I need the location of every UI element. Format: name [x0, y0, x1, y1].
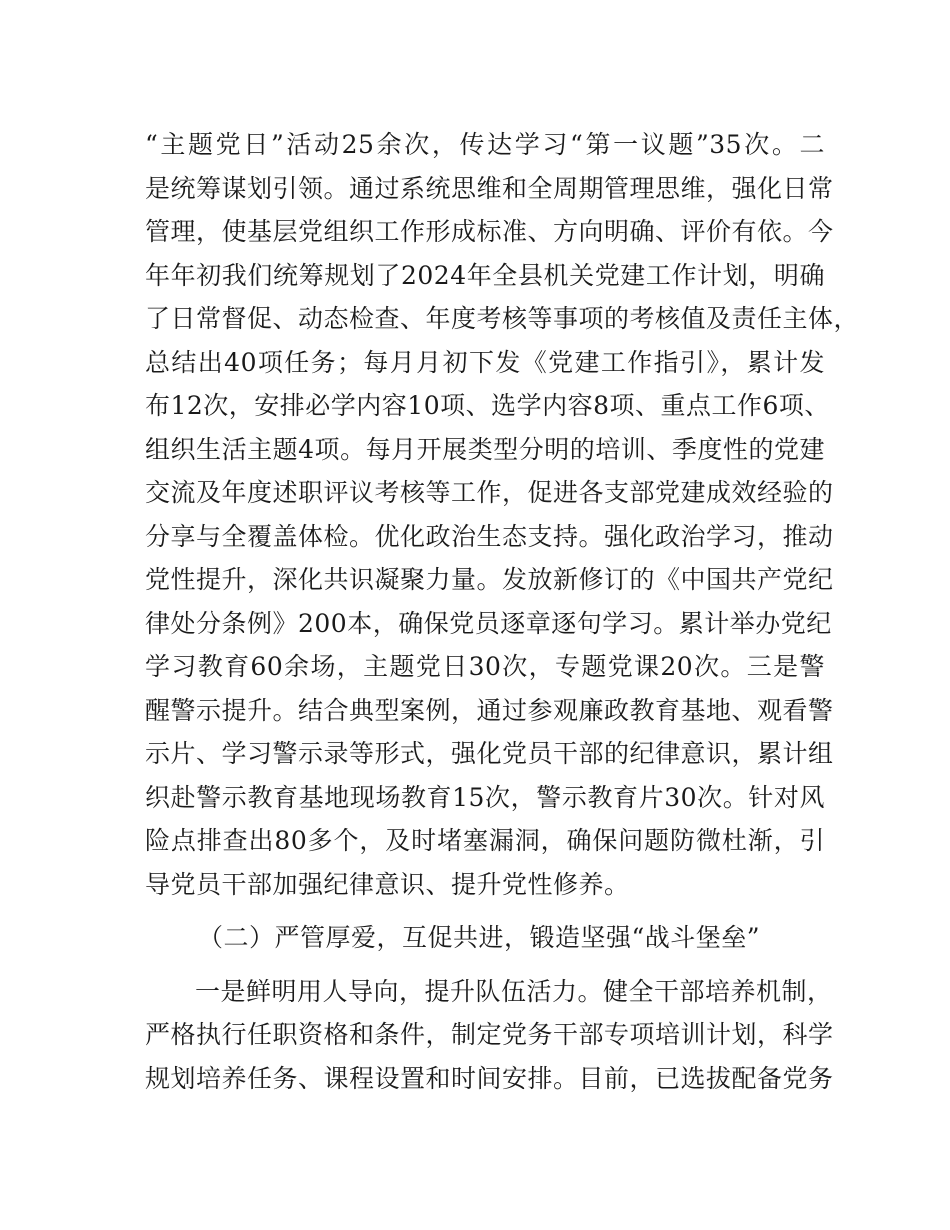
body-text [145, 123, 860, 1100]
text-line: 分享与全覆盖体检。优化政治生态支持。强化政治学习，推动 [145, 521, 834, 551]
text-line: “主题党日”活动25余次，传达学习“第一议题”35次。二 [145, 130, 825, 159]
text-line: 学习教育60余场，主题党日30次，专题党课20次。三是警 [145, 652, 825, 681]
paragraph-2 [145, 970, 834, 1101]
text-line: 管理，使基层党组织工作形成标准、方向明确、评价有依。今 [145, 217, 834, 246]
text-line: 总结出40项任务；每月月初下发《党建工作指引》，累计发 [145, 347, 825, 377]
text-line: 一是鲜明用人导向，提升队伍活力。健全干部培养机制， [195, 976, 833, 1006]
text-line: 规划培养任务、课程设置和时间安排。目前，已选拔配备党务 [145, 1063, 834, 1093]
text-line: 示片、学习警示录等形式，强化党员干部的纪律意识，累计组 [145, 739, 834, 768]
text-line: 交流及年度述职评议考核等工作，促进各支部党建成效经验的 [145, 478, 834, 507]
text-line: 组织生活主题4项。每月开展类型分明的培训、季度性的党建 [145, 434, 825, 464]
paragraph-1 [145, 123, 860, 906]
text-line: 严格执行任职资格和条件，制定党务干部专项培训计划，科学 [145, 1020, 834, 1049]
text-line: 险点排查出80多个，及时堵塞漏洞，确保问题防微杜渐，引 [145, 826, 825, 855]
text-line: 年年初我们统筹规划了2024年全县机关党建工作计划，明确 [145, 260, 825, 290]
text-line: 布12次，安排必学内容10项、选学内容8项、重点工作6项、 [145, 391, 830, 420]
text-line: 党性提升，深化共识凝聚力量。发放新修订的《中国共产党纪 [145, 565, 834, 594]
text-line: 是统筹谋划引领。通过系统思维和全周期管理思维，强化日常 [145, 173, 834, 203]
text-line: 律处分条例》200本，确保党员逐章逐句学习。累计举办党纪 [145, 608, 832, 638]
section-heading: （二）严管厚爱，互促共进，锻造坚强“战斗堡垒” [198, 923, 761, 952]
text-line: 导党员干部加强纪律意识、提升党性修养。 [145, 869, 630, 899]
text-line: 了日常督促、动态检查、年度考核等事项的考核值及责任主体， [145, 304, 860, 333]
text-line: 织赴警示教育基地现场教育15次，警示教育片30次。针对风 [145, 782, 825, 812]
text-line: 醒警示提升。结合典型案例，通过参观廉政教育基地、观看警 [145, 695, 834, 725]
